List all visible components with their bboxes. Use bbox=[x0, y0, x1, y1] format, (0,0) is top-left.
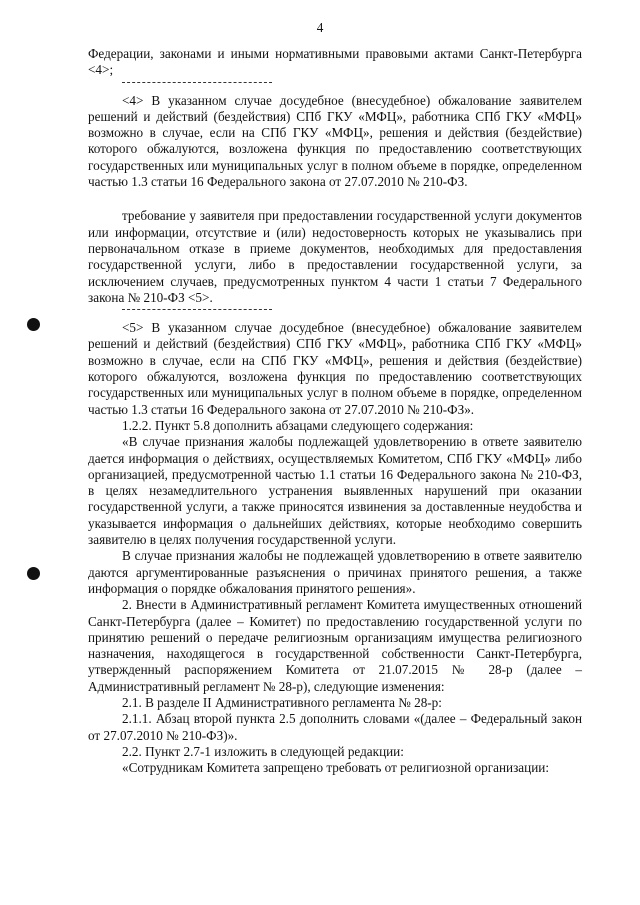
footnote-separator bbox=[122, 309, 582, 315]
footnote-separator-line bbox=[122, 82, 272, 83]
clause-1-2-2: 1.2.2. Пункт 5.8 дополнить абзацами следующего содержания: bbox=[122, 417, 474, 433]
punch-hole-icon bbox=[27, 318, 40, 331]
document-body bbox=[88, 46, 582, 776]
footnote-separator-line bbox=[122, 309, 272, 310]
paragraph-continuation: Федерации, законами и иными нормативными правовыми актами Санкт-Петербурга <4>; bbox=[88, 46, 582, 78]
paragraph-gap bbox=[88, 190, 582, 208]
footnote-separator bbox=[122, 82, 582, 88]
footnote-4: <4> В указанном случае досудебное (внесудебное) обжалование заявителем решений и действий (бездействия) СПб ГКУ «МФЦ», работника СПб ГКУ «МФЦ» возможно в случае, если на СПб ГКУ «МФЦ», решения и действия (бездействие) которого обжалуются, возложена функция по предоставлению соответствующих государственных или муниципальных услуг в полном объеме в порядке, определенном частью 1.3 статьи 16 Федерального закона от 27.07.2010 № 210-ФЗ. bbox=[88, 92, 582, 190]
clause-2-1: 2.1. В разделе II Административного регламента № 28-р: bbox=[122, 694, 442, 710]
clause-2-1-1: 2.1.1. Абзац второй пункта 2.5 дополнить словами «(далее – Федеральный закон от 27.07.2010 № 210-ФЗ)». bbox=[88, 711, 582, 743]
clause-2-2: 2.2. Пункт 2.7-1 изложить в следующей редакции: bbox=[122, 743, 404, 759]
page-number: 4 bbox=[316, 20, 324, 35]
paragraph-requirement: требование у заявителя при предоставлении государственной услуги документов или информации, отсутствие и (или) недостоверность которых не указывались при первоначальном отказе в приеме документов, необходимых для предоставления государственной услуги, либо в предоставлении государственной услуги, за исключением случаев, предусмотренных пунктом 4 части 1 статьи 7 Федерального закона № 210-ФЗ <5>. bbox=[88, 208, 582, 305]
punch-hole-icon bbox=[27, 567, 40, 580]
paragraph-prohibition: «Сотрудникам Комитета запрещено требовать от религиозной организации: bbox=[122, 760, 549, 776]
footnote-5: <5> В указанном случае досудебное (внесудебное) обжалование заявителем решений и действий (бездействия) СПб ГКУ «МФЦ», работника СПб ГКУ «МФЦ» возможно в случае, если на СПб ГКУ «МФЦ», решения и действия (бездействие) которого обжалуются, возложена функция по предоставлению соответствующих государственных или муниципальных услуг в полном объеме в порядке, определенном частью 1.3 статьи 16 Федерального закона от 27.07.2010 № 210-ФЗ». bbox=[88, 320, 582, 417]
paragraph-complaint-satisfied: «В случае признания жалобы подлежащей удовлетворению в ответе заявителю дается информация о действиях, осуществляемых Комитетом, СПб ГКУ «МФЦ» либо организацией, предусмотренной частью 1.1 статьи 16 Федерального закона № 210-ФЗ, в целях незамедлительного устранения выявленных нарушений при оказании государственной услуги, а также приносятся извинения за доставленные неудобства и указывается информация о дальнейших действиях, которые необходимо совершить заявителю в целях получения государственной услуги. bbox=[88, 434, 582, 548]
paragraph-complaint-rejected: В случае признания жалобы не подлежащей удовлетворению в ответе заявителю даются аргументированные разъяснения о причинах принятого решения, а также информация о порядке обжалования принятого решения». bbox=[88, 548, 582, 596]
clause-2: 2. Внести в Административный регламент Комитета имущественных отношений Санкт-Петербурга (далее – Комитет) по предоставлению государственной услуги по принятию решений о передаче религиозным организациям имущества религиозного назначения, находящегося в государственной собственности Санкт-Петербурга, утвержденный распоряжением Комитета от 21.07.2015 № 28-р (далее – Административный регламент № 28-р), следующие изменения: bbox=[88, 597, 582, 694]
